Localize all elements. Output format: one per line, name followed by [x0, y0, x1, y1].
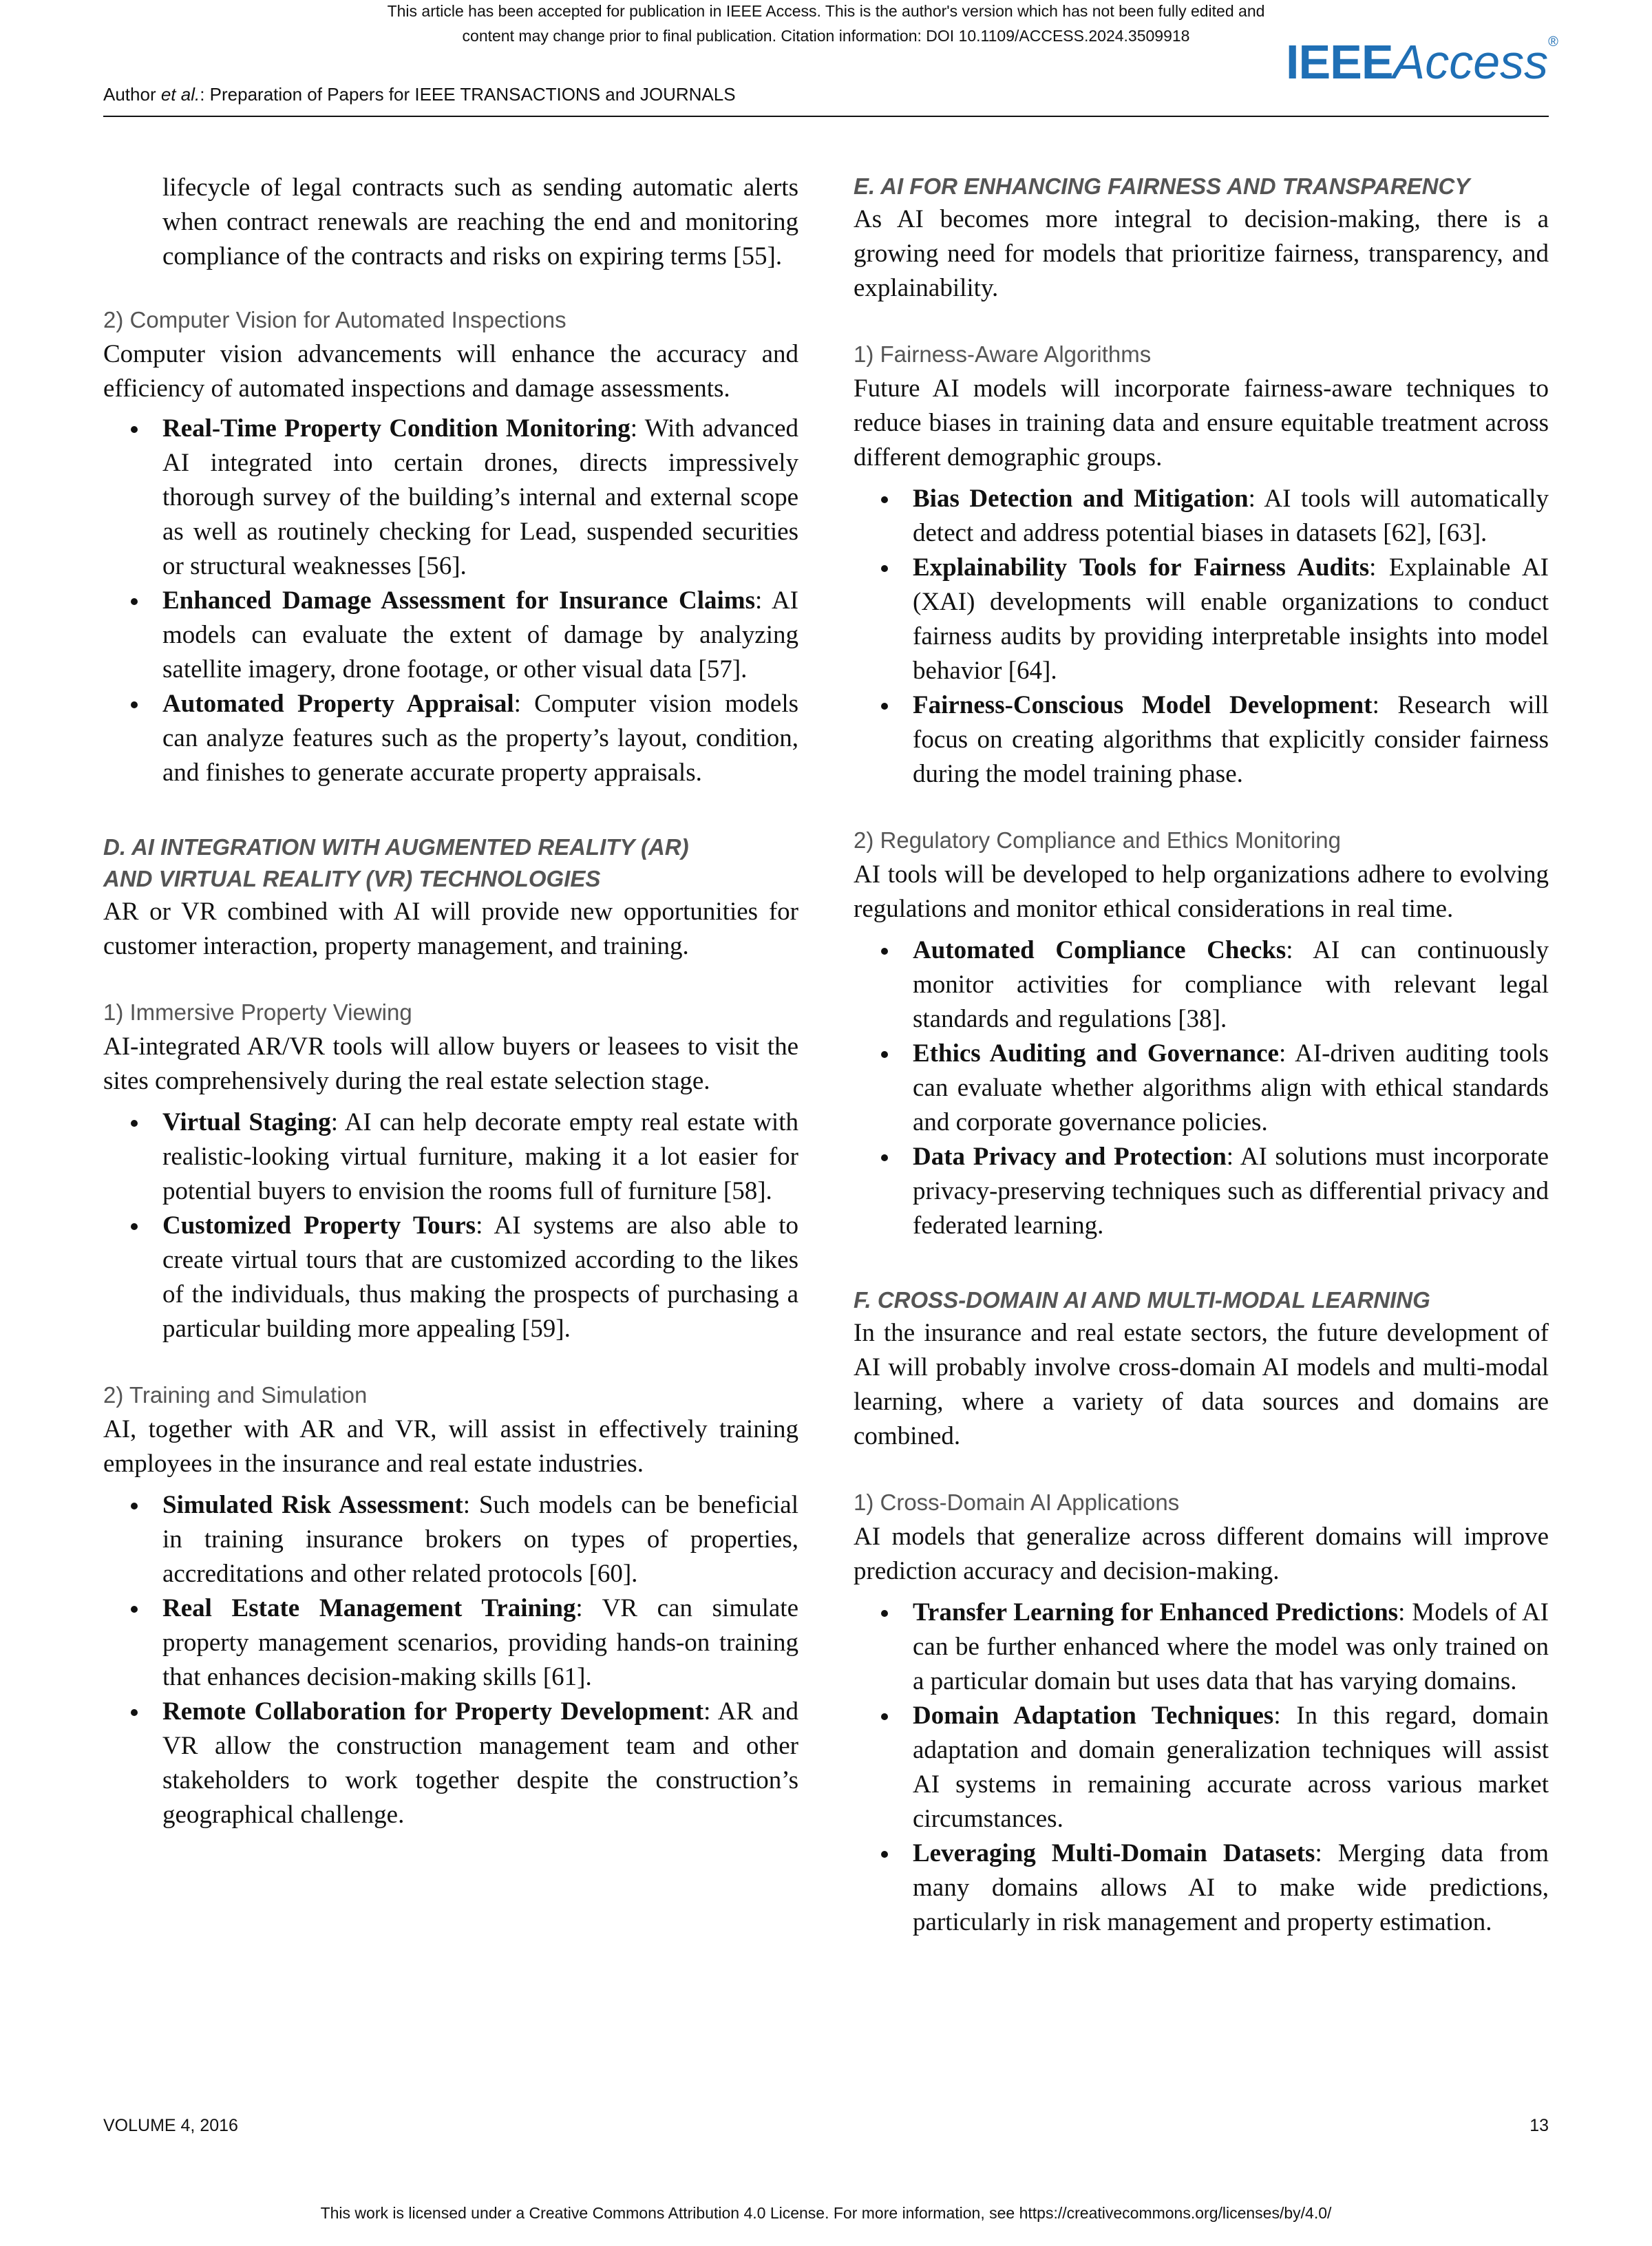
- bullet-icon: [131, 1223, 138, 1230]
- bullet-icon: [131, 1503, 138, 1509]
- item-title: Leveraging Multi-Domain Datasets: [913, 1839, 1315, 1867]
- item-text: : AI can continuously monitor activities for compliance with relevant legal standards and regulations [38].: [913, 936, 1549, 1033]
- subsection-computer-vision: 2) Computer Vision for Automated Inspections: [103, 307, 566, 332]
- list-item: [854, 551, 1549, 688]
- footer-page-number: 13: [1529, 2116, 1549, 2135]
- item-title: Transfer Learning for Enhanced Predictions: [913, 1598, 1399, 1627]
- bullet-icon: [881, 703, 888, 710]
- list-item: [103, 584, 798, 687]
- subsection-training-simulation: 2) Training and Simulation: [103, 1382, 368, 1408]
- list-item: [854, 1836, 1549, 1940]
- running-head-author: Author: [103, 84, 161, 105]
- continued-paragraph: lifecycle of legal contracts such as sending automatic alerts when contract renewals are reaching the end and monitoring compliance of the contracts and risks on expiring terms [55].: [162, 173, 798, 271]
- running-head-title: : Preparation of Papers for IEEE TRANSACTIONS and JOURNALS: [200, 84, 736, 105]
- item-text: : Such models can be beneficial in training insurance brokers on types of properties, accreditations and other related protocols [60].: [162, 1491, 798, 1588]
- bullet-icon: [881, 1851, 888, 1858]
- header-rule: [103, 116, 1549, 117]
- bullet-icon: [131, 701, 138, 708]
- subsection-fairness-aware: 1) Fairness-Aware Algorithms: [854, 341, 1152, 367]
- bullet-icon: [881, 1713, 888, 1720]
- item-title: Fairness-Conscious Model Development: [913, 691, 1373, 719]
- section-d-line-2: AND VIRTUAL REALITY (VR) TECHNOLOGIES: [103, 866, 601, 891]
- ts-list: [103, 1488, 798, 1832]
- list-item: [854, 1140, 1549, 1243]
- section-e-intro: As AI becomes more integral to decision-making, there is a growing need for models that prioritize fairness, transparency, and explainability.: [854, 205, 1549, 302]
- ts-intro: AI, together with AR and VR, will assist in effectively training employees in the insurance and real estate industries.: [103, 1415, 798, 1478]
- section-e-heading: E. AI FOR ENHANCING FAIRNESS AND TRANSPARENCY: [854, 173, 1470, 199]
- running-head: [103, 84, 736, 105]
- item-title: Data Privacy and Protection: [913, 1143, 1227, 1171]
- list-item: [103, 1695, 798, 1832]
- item-text: : In this regard, domain adaptation and domain generalization techniques will assist AI systems in remaining accurate across various market circumstances.: [913, 1702, 1549, 1833]
- list-item: [854, 482, 1549, 551]
- item-text: : With advanced AI integrated into certain drones, directs impressively thorough survey of the building’s internal and external scope as well as routinely checking for Lead, suspended securities or structural weaknesses [56].: [162, 414, 798, 580]
- cda-list: [854, 1596, 1549, 1940]
- section-f-heading: F. CROSS-DOMAIN AI AND MULTI-MODAL LEARNING: [854, 1287, 1430, 1313]
- bullet-icon: [131, 1606, 138, 1613]
- ipv-list: [103, 1105, 798, 1346]
- banner-line-1: This article has been accepted for publication in IEEE Access. This is the author's version which has not been fully edited and: [387, 2, 1265, 20]
- rce-intro: AI tools will be developed to help organizations adhere to evolving regulations and monitor ethical considerations in real time.: [854, 860, 1549, 923]
- item-text: : AI can help decorate empty real estate with realistic-looking virtual furniture, making it a lot easier for potential buyers to envision the rooms full of furniture [58].: [162, 1108, 798, 1205]
- item-text: : Computer vision models can analyze features such as the property’s layout, condition, and finishes to generate accurate property appraisals.: [162, 690, 798, 787]
- logo-access: Access: [1392, 35, 1549, 89]
- item-text: : Models of AI can be further enhanced where the model was only trained on a particular domain but uses data that has varying domains.: [913, 1598, 1549, 1695]
- item-text: : Explainable AI (XAI) developments will enable organizations to conduct fairness audits by providing interpretable insights into model behavior [64].: [913, 553, 1549, 685]
- item-text: : AI systems are also able to create virtual tours that are customized according to the likes of the individuals, thus making the prospects of purchasing a particular building more appealing [59].: [162, 1211, 799, 1343]
- item-title: Virtual Staging: [162, 1108, 331, 1136]
- section-d-intro: AR or VR combined with AI will provide new opportunities for customer interaction, property management, and training.: [103, 898, 798, 960]
- item-title: Explainability Tools for Fairness Audits: [913, 553, 1370, 582]
- left-column: [103, 171, 798, 1832]
- banner-line-2: content may change prior to final publication. Citation information: DOI 10.1109/ACCESS.2024.3509918: [462, 27, 1190, 45]
- item-text: : VR can simulate property management scenarios, providing hands-on training that enhances decision-making skills [61].: [162, 1594, 798, 1691]
- item-title: Remote Collaboration for Property Development: [162, 1697, 704, 1726]
- bullet-icon: [881, 948, 888, 955]
- license-footer: This work is licensed under a Creative Commons Attribution 4.0 License. For more information, see https://creativecommons.org/licenses/by/4.0/: [320, 2204, 1332, 2222]
- logo-ieee: IEEE: [1286, 35, 1393, 89]
- list-item: [103, 1591, 798, 1695]
- bullet-icon: [131, 1120, 138, 1127]
- rce-list: [854, 933, 1549, 1243]
- list-item: [103, 1488, 798, 1591]
- section-d-line-1: D. AI INTEGRATION WITH AUGMENTED REALITY (AR): [103, 834, 689, 860]
- item-title: Real Estate Management Training: [162, 1594, 576, 1622]
- bullet-icon: [881, 1610, 888, 1617]
- item-title: Real-Time Property Condition Monitoring: [162, 414, 631, 443]
- subsection-immersive-viewing: 1) Immersive Property Viewing: [103, 999, 412, 1025]
- bullet-icon: [881, 1154, 888, 1161]
- bullet-icon: [881, 496, 888, 503]
- footer-volume: VOLUME 4, 2016: [103, 2116, 238, 2135]
- bullet-icon: [881, 565, 888, 572]
- item-text: : AI solutions must incorporate privacy-preserving techniques such as differential privacy and federated learning.: [913, 1143, 1549, 1240]
- item-title: Domain Adaptation Techniques: [913, 1702, 1274, 1730]
- subsection-regulatory-compliance: 2) Regulatory Compliance and Ethics Monitoring: [854, 827, 1342, 853]
- item-text: : AR and VR allow the construction management team and other stakeholders to work together despite the construction’s geographical challenge.: [162, 1697, 798, 1829]
- section-d-heading: [103, 831, 798, 895]
- item-title: Customized Property Tours: [162, 1211, 476, 1240]
- bullet-icon: [131, 1709, 138, 1716]
- cv-intro: Computer vision advancements will enhance the accuracy and efficiency of automated inspections and damage assessments.: [103, 340, 798, 403]
- faa-intro: Future AI models will incorporate fairness-aware techniques to reduce biases in training data and ensure equitable treatment across different demographic groups.: [854, 374, 1549, 472]
- item-title: Enhanced Damage Assessment for Insurance Claims: [162, 586, 756, 615]
- cv-list: [103, 412, 798, 790]
- list-item: [103, 687, 798, 790]
- list-item: [103, 412, 798, 584]
- item-title: Automated Property Appraisal: [162, 690, 514, 718]
- bullet-icon: [131, 598, 138, 605]
- running-head-etal: et al.: [160, 84, 200, 105]
- ipv-intro: AI-integrated AR/VR tools will allow buyers or leasees to visit the sites comprehensively during the real estate selection stage.: [103, 1032, 798, 1095]
- list-item: [854, 1037, 1549, 1140]
- subsection-cross-domain: 1) Cross-Domain AI Applications: [854, 1490, 1180, 1515]
- item-title: Simulated Risk Assessment: [162, 1491, 463, 1519]
- list-item: [854, 1596, 1549, 1699]
- item-text: : AI-driven auditing tools can evaluate whether algorithms align with ethical standards and corporate governance policies.: [913, 1039, 1549, 1136]
- item-text: : Merging data from many domains allows AI to make wide predictions, particularly in risk management and property estimation.: [913, 1839, 1549, 1936]
- section-f-intro: In the insurance and real estate sectors, the future development of AI will probably involve cross-domain AI models and multi-modal learning, where a variety of data sources and domains are combined.: [854, 1319, 1549, 1450]
- item-title: Ethics Auditing and Governance: [913, 1039, 1279, 1068]
- list-item: [103, 1105, 798, 1209]
- bullet-icon: [131, 426, 138, 433]
- ieee-access-logo: [1286, 34, 1558, 89]
- list-item: [103, 1209, 798, 1346]
- logo-registered-mark: ®: [1548, 34, 1558, 50]
- item-title: Bias Detection and Mitigation: [913, 485, 1249, 513]
- item-text: : AI models can evaluate the extent of damage by analyzing satellite imagery, drone footage, or other visual data [57].: [162, 586, 798, 684]
- item-text: : Research will focus on creating algorithms that explicitly consider fairness during the model training phase.: [913, 691, 1549, 788]
- item-title: Automated Compliance Checks: [913, 936, 1286, 964]
- list-item: [854, 933, 1549, 1037]
- list-item: [854, 688, 1549, 792]
- faa-list: [854, 482, 1549, 792]
- item-text: : AI tools will automatically detect and address potential biases in datasets [62], [63].: [913, 485, 1549, 547]
- bullet-icon: [881, 1051, 888, 1058]
- list-item: [854, 1699, 1549, 1836]
- right-column: [854, 171, 1549, 1940]
- cda-intro: AI models that generalize across different domains will improve prediction accuracy and decision-making.: [854, 1523, 1549, 1585]
